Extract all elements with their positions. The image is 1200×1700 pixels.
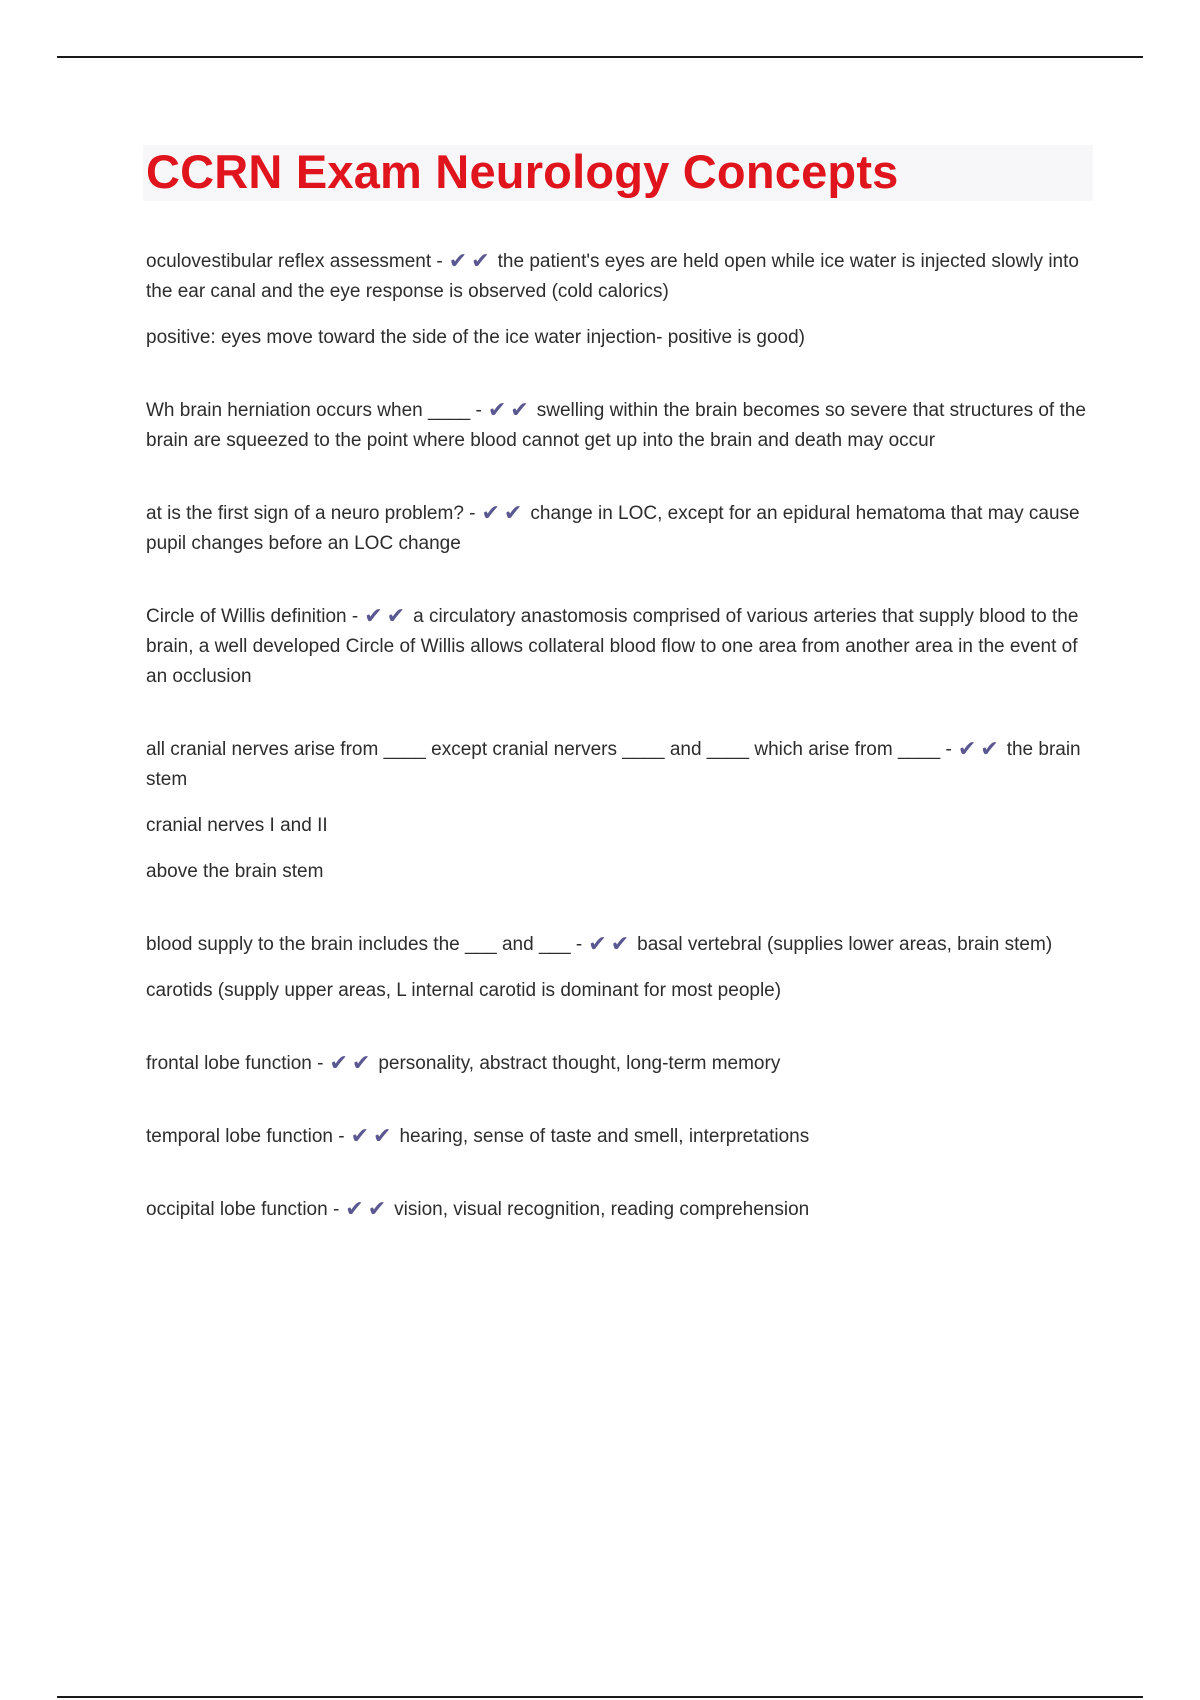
flashcard-answer: the brain stem bbox=[146, 739, 1081, 790]
double-check-icon: ✔✔ bbox=[350, 1123, 396, 1148]
flashcard bbox=[146, 395, 1096, 456]
double-check-icon: ✔✔ bbox=[588, 931, 634, 956]
double-check-icon: ✔✔ bbox=[957, 736, 1003, 761]
flashcard-term: Wh brain herniation occurs when ____ - bbox=[146, 400, 482, 421]
flashcard-question bbox=[146, 246, 1096, 307]
flashcard bbox=[146, 498, 1096, 559]
double-check-icon: ✔✔ bbox=[448, 248, 494, 273]
double-check-icon: ✔✔ bbox=[364, 603, 410, 628]
flashcard-term: blood supply to the brain includes the ___ and ___ - bbox=[146, 934, 583, 955]
flashcard-term: occipital lobe function - bbox=[146, 1199, 340, 1220]
flashcard-term: frontal lobe function - bbox=[146, 1053, 324, 1074]
double-check-icon: ✔✔ bbox=[345, 1196, 391, 1221]
flashcard-answer: swelling within the brain becomes so severe that structures of the brain are squeezed to the point where blood cannot get up into the brain and death may occur bbox=[146, 400, 1086, 451]
flashcard-answer-extra: cranial nerves I and II bbox=[146, 815, 328, 836]
flashcard bbox=[146, 1048, 1096, 1079]
flashcard-term: temporal lobe function - bbox=[146, 1126, 345, 1147]
flashcard-question bbox=[146, 601, 1096, 692]
flashcard bbox=[146, 929, 1096, 1006]
flashcard-question bbox=[146, 734, 1096, 795]
flashcard-question bbox=[146, 929, 1096, 960]
flashcard bbox=[146, 246, 1096, 353]
flashcard-question bbox=[146, 395, 1096, 456]
flashcard-question bbox=[146, 1121, 1096, 1152]
flashcard-answer: hearing, sense of taste and smell, interpretations bbox=[399, 1126, 810, 1147]
flashcard-question bbox=[146, 1194, 1096, 1225]
flashcard-term: all cranial nerves arise from ____ except cranial nervers ____ and ____ which arise from ____ - bbox=[146, 739, 952, 760]
flashcard-answer-extra: above the brain stem bbox=[146, 861, 324, 882]
header-rule bbox=[57, 56, 1143, 58]
flashcard-term: Circle of Willis definition - bbox=[146, 606, 359, 627]
flashcard-answer: basal vertebral (supplies lower areas, brain stem) bbox=[637, 934, 1053, 955]
flashcard-answer: vision, visual recognition, reading comprehension bbox=[394, 1199, 810, 1220]
flashcard-answer-extra: positive: eyes move toward the side of the ice water injection- positive is good) bbox=[146, 327, 805, 348]
flashcard bbox=[146, 1194, 1096, 1225]
flashcard-term: at is the first sign of a neuro problem? - bbox=[146, 503, 476, 524]
double-check-icon: ✔✔ bbox=[487, 397, 533, 422]
flashcard-term: oculovestibular reflex assessment - bbox=[146, 251, 443, 272]
double-check-icon: ✔✔ bbox=[481, 500, 527, 525]
flashcard-answer: the patient's eyes are held open while ice water is injected slowly into the ear canal and the eye response is observed (cold calorics) bbox=[146, 251, 1079, 302]
double-check-icon: ✔✔ bbox=[329, 1050, 375, 1075]
flashcard bbox=[146, 734, 1096, 887]
flashcard bbox=[146, 601, 1096, 692]
flashcard-answer: personality, abstract thought, long-term memory bbox=[378, 1053, 781, 1074]
flashcard-question bbox=[146, 498, 1096, 559]
flashcard-question bbox=[146, 1048, 1096, 1079]
flashcard-answer-extra: carotids (supply upper areas, L internal carotid is dominant for most people) bbox=[146, 980, 782, 1001]
flashcard-list bbox=[146, 246, 1096, 1225]
flashcard bbox=[146, 1121, 1096, 1152]
page-title: CCRN Exam Neurology Concepts bbox=[146, 145, 899, 198]
flashcard-answer: a circulatory anastomosis comprised of various arteries that supply blood to the brain, a well developed Circle of Willis allows collateral blood flow to one area from another area in the event of an occlusion bbox=[146, 606, 1079, 687]
flashcard-answer: change in LOC, except for an epidural hematoma that may cause pupil changes before an LOC change bbox=[146, 503, 1080, 554]
footer-rule bbox=[57, 1696, 1143, 1698]
